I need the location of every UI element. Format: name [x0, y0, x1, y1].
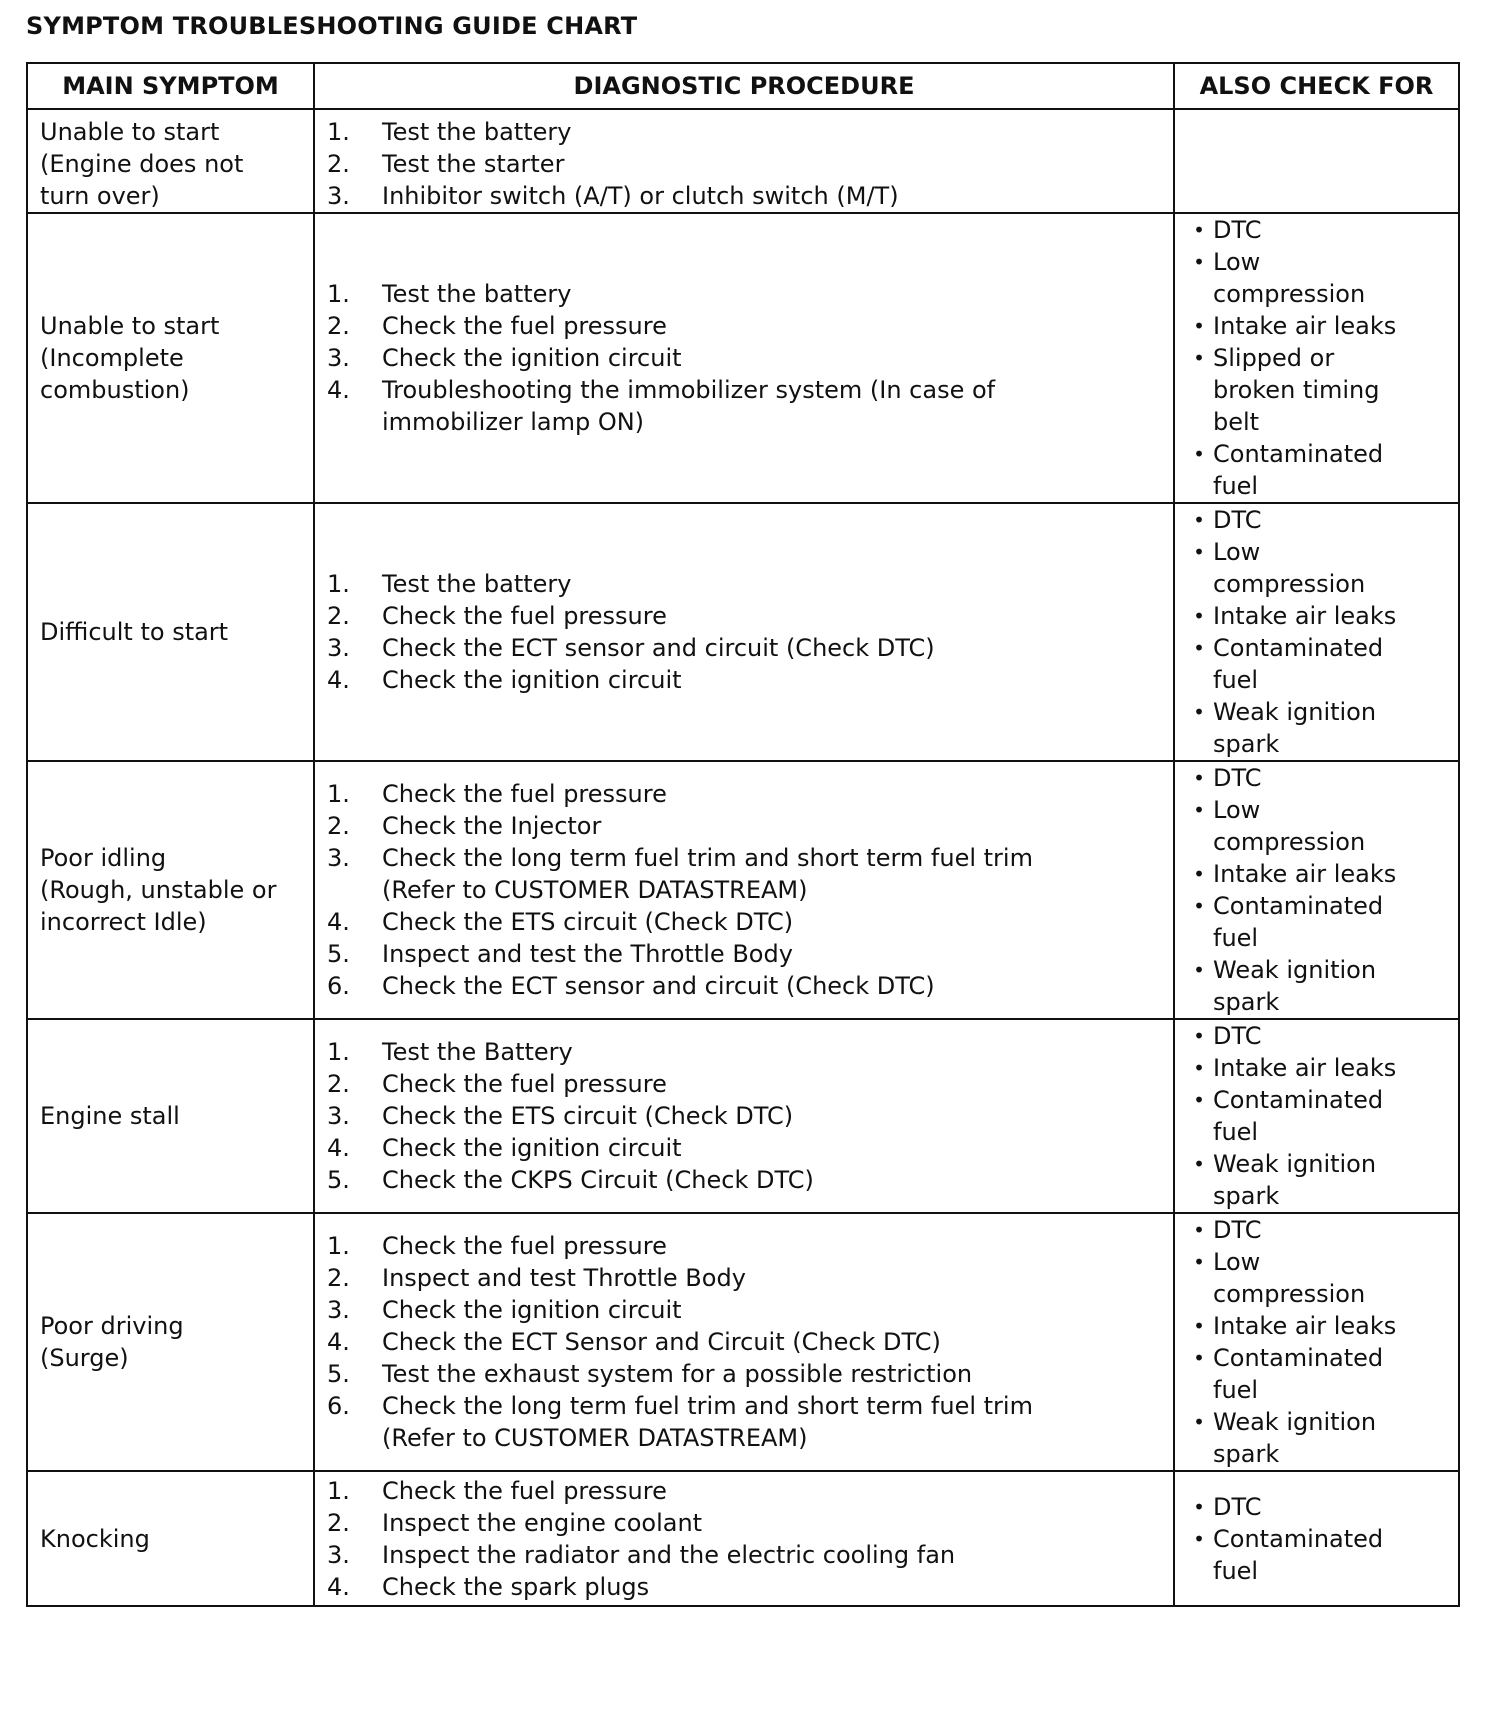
also-check-item — [1185, 438, 1450, 502]
step-text: Test the starter — [382, 150, 565, 178]
also-check-text: Low compression — [1213, 538, 1366, 598]
also-check-list — [1185, 504, 1450, 760]
step-text: Check the long term fuel trim and short term fuel trim (Refer to CUSTOMER DATASTREAM) — [382, 844, 1033, 904]
also-check-cell — [1174, 1213, 1459, 1471]
procedure-step — [327, 938, 1161, 970]
step-number: 4. — [327, 376, 350, 404]
also-check-text: Weak ignition spark — [1213, 698, 1377, 758]
also-check-item — [1185, 1310, 1450, 1342]
bullet-icon: • — [1193, 314, 1205, 338]
step-number: 1. — [327, 1232, 350, 1260]
bullet-icon: • — [1193, 1314, 1205, 1338]
procedure-cell — [314, 1019, 1174, 1213]
procedure-step — [327, 148, 1161, 180]
also-check-item — [1185, 504, 1450, 536]
also-check-item — [1185, 310, 1450, 342]
header-diagnostic-procedure: DIAGNOSTIC PROCEDURE — [314, 63, 1174, 109]
step-number: 1. — [327, 1038, 350, 1066]
also-check-cell — [1174, 503, 1459, 761]
procedure-step — [327, 310, 1161, 342]
step-text: Check the fuel pressure — [382, 1232, 667, 1260]
also-check-text: Low compression — [1213, 1248, 1366, 1308]
also-check-item — [1185, 1214, 1450, 1246]
bullet-icon: • — [1193, 1250, 1205, 1274]
step-number: 1. — [327, 780, 350, 808]
procedure-step — [327, 1390, 1161, 1454]
procedure-cell — [314, 503, 1174, 761]
also-check-list — [1185, 1020, 1450, 1212]
also-check-item — [1185, 632, 1450, 696]
step-number: 2. — [327, 1070, 350, 1098]
also-check-item — [1185, 600, 1450, 632]
step-text: Troubleshooting the immobilizer system (In case of immobilizer lamp ON) — [382, 376, 996, 436]
step-number: 1. — [327, 280, 350, 308]
also-check-item — [1185, 1406, 1450, 1470]
step-number: 6. — [327, 1392, 350, 1420]
step-number: 3. — [327, 344, 350, 372]
symptom-cell — [27, 503, 314, 761]
procedure-step — [327, 842, 1161, 906]
step-number: 4. — [327, 1134, 350, 1162]
step-number: 3. — [327, 1540, 350, 1569]
procedure-step — [327, 600, 1161, 632]
step-number: 6. — [327, 972, 350, 1000]
symptom-text: Poor driving (Surge) — [40, 1312, 184, 1372]
bullet-icon: • — [1193, 508, 1205, 532]
step-number: 2. — [327, 602, 350, 630]
also-check-item — [1185, 858, 1450, 890]
procedure-step — [327, 1539, 1161, 1571]
bullet-icon: • — [1193, 798, 1205, 822]
also-check-text: Intake air leaks — [1213, 1054, 1397, 1082]
also-check-item — [1185, 246, 1450, 310]
also-check-item — [1185, 794, 1450, 858]
also-check-text: Intake air leaks — [1213, 312, 1397, 340]
bullet-icon: • — [1193, 862, 1205, 886]
step-number: 3. — [327, 634, 350, 662]
procedure-step — [327, 664, 1161, 696]
symptom-text: Engine stall — [40, 1102, 180, 1130]
also-check-item — [1185, 1523, 1450, 1587]
bullet-icon: • — [1193, 636, 1205, 660]
step-text: Inspect the radiator and the electric cooling fan — [382, 1540, 956, 1569]
also-check-item — [1185, 696, 1450, 760]
procedure-step — [327, 180, 1161, 212]
bullet-icon: • — [1193, 604, 1205, 628]
procedure-step — [327, 1100, 1161, 1132]
also-check-item — [1185, 1084, 1450, 1148]
also-check-item — [1185, 954, 1450, 1018]
also-check-text: Contaminated fuel — [1213, 1524, 1384, 1585]
symptom-cell — [27, 1019, 314, 1213]
procedure-step — [327, 1068, 1161, 1100]
procedure-step — [327, 1294, 1161, 1326]
step-number: 1. — [327, 1476, 350, 1505]
procedure-list — [327, 1230, 1161, 1454]
procedure-step — [327, 1507, 1161, 1539]
also-check-item — [1185, 890, 1450, 954]
also-check-text: Weak ignition spark — [1213, 1408, 1377, 1468]
table-row — [27, 109, 1459, 213]
also-check-item — [1185, 1491, 1450, 1523]
also-check-text: Contaminated fuel — [1213, 1086, 1384, 1146]
symptom-text: Poor idling (Rough, unstable or incorrect Idle) — [40, 844, 277, 936]
procedure-step — [327, 1571, 1161, 1603]
also-check-text: Contaminated fuel — [1213, 1344, 1384, 1404]
symptom-cell — [27, 213, 314, 503]
bullet-icon: • — [1193, 700, 1205, 724]
also-check-cell — [1174, 1019, 1459, 1213]
also-check-cell — [1174, 109, 1459, 213]
also-check-item — [1185, 1342, 1450, 1406]
step-number: 3. — [327, 1296, 350, 1324]
step-number: 3. — [327, 182, 350, 210]
symptom-text: Unable to start (Incomplete combustion) — [40, 312, 220, 404]
also-check-cell — [1174, 213, 1459, 503]
bullet-icon: • — [1193, 442, 1205, 466]
also-check-text: Contaminated fuel — [1213, 634, 1384, 694]
step-text: Inspect and test Throttle Body — [382, 1264, 746, 1292]
bullet-icon: • — [1193, 1056, 1205, 1080]
procedure-list — [327, 1036, 1161, 1196]
also-check-cell — [1174, 1471, 1459, 1606]
table-header-row — [27, 63, 1459, 109]
bullet-icon: • — [1193, 1494, 1205, 1519]
step-text: Check the ECT sensor and circuit (Check DTC) — [382, 972, 935, 1000]
also-check-item — [1185, 762, 1450, 794]
step-text: Check the ECT Sensor and Circuit (Check DTC) — [382, 1328, 941, 1356]
step-text: Check the fuel pressure — [382, 1476, 667, 1505]
step-number: 3. — [327, 844, 350, 872]
also-check-item — [1185, 1020, 1450, 1052]
step-text: Test the battery — [382, 280, 572, 308]
step-text: Inspect and test the Throttle Body — [382, 940, 793, 968]
step-number: 2. — [327, 150, 350, 178]
also-check-list — [1185, 1214, 1450, 1470]
bullet-icon: • — [1193, 1218, 1205, 1242]
step-text: Test the battery — [382, 118, 572, 146]
bullet-icon: • — [1193, 894, 1205, 918]
step-text: Inhibitor switch (A/T) or clutch switch (M/T) — [382, 182, 899, 210]
bullet-icon: • — [1193, 766, 1205, 790]
bullet-icon: • — [1193, 958, 1205, 982]
step-text: Check the ignition circuit — [382, 1134, 682, 1162]
also-check-item — [1185, 214, 1450, 246]
also-check-text: Intake air leaks — [1213, 602, 1397, 630]
header-also-check-for: ALSO CHECK FOR — [1174, 63, 1459, 109]
procedure-step — [327, 116, 1161, 148]
also-check-text: Intake air leaks — [1213, 860, 1397, 888]
procedure-list — [327, 1475, 1161, 1603]
also-check-text: DTC — [1213, 764, 1262, 792]
also-check-item — [1185, 1052, 1450, 1084]
step-text: Check the fuel pressure — [382, 602, 667, 630]
bullet-icon: • — [1193, 1346, 1205, 1370]
header-main-symptom: MAIN SYMPTOM — [27, 63, 314, 109]
procedure-step — [327, 1036, 1161, 1068]
step-text: Check the CKPS Circuit (Check DTC) — [382, 1166, 814, 1194]
also-check-text: DTC — [1213, 1022, 1262, 1050]
table-row — [27, 1471, 1459, 1606]
step-text: Check the ignition circuit — [382, 1296, 682, 1324]
procedure-list — [327, 116, 1161, 212]
step-text: Check the Injector — [382, 812, 602, 840]
procedure-step — [327, 632, 1161, 664]
procedure-step — [327, 1326, 1161, 1358]
step-number: 5. — [327, 940, 350, 968]
step-text: Check the ignition circuit — [382, 344, 682, 372]
step-text: Check the ETS circuit (Check DTC) — [382, 1102, 794, 1130]
procedure-cell — [314, 213, 1174, 503]
step-number: 2. — [327, 1508, 350, 1537]
procedure-list — [327, 278, 1161, 438]
step-number: 4. — [327, 908, 350, 936]
step-text: Test the exhaust system for a possible restriction — [382, 1360, 973, 1388]
also-check-list — [1185, 1491, 1450, 1587]
also-check-text: Weak ignition spark — [1213, 1150, 1377, 1210]
procedure-step — [327, 1262, 1161, 1294]
symptom-cell — [27, 1213, 314, 1471]
step-number: 2. — [327, 812, 350, 840]
step-number: 4. — [327, 1328, 350, 1356]
procedure-step — [327, 970, 1161, 1002]
table-row — [27, 1019, 1459, 1213]
procedure-step — [327, 906, 1161, 938]
table-row — [27, 1213, 1459, 1471]
procedure-step — [327, 374, 1161, 438]
procedure-step — [327, 810, 1161, 842]
step-text: Inspect the engine coolant — [382, 1508, 703, 1537]
step-text: Check the long term fuel trim and short term fuel trim (Refer to CUSTOMER DATASTREAM) — [382, 1392, 1033, 1452]
step-number: 4. — [327, 1572, 350, 1601]
also-check-text: Slipped or broken timing belt — [1213, 344, 1380, 436]
step-number: 1. — [327, 570, 350, 598]
procedure-list — [327, 568, 1161, 696]
also-check-item — [1185, 1148, 1450, 1212]
page-title: SYMPTOM TROUBLESHOOTING GUIDE CHART — [26, 12, 638, 40]
also-check-text: Intake air leaks — [1213, 1312, 1397, 1340]
bullet-icon: • — [1193, 250, 1205, 274]
step-text: Check the fuel pressure — [382, 1070, 667, 1098]
bullet-icon: • — [1193, 218, 1205, 242]
step-text: Check the ETS circuit (Check DTC) — [382, 908, 794, 936]
also-check-text: Low compression — [1213, 796, 1366, 856]
bullet-icon: • — [1193, 1024, 1205, 1048]
symptom-cell — [27, 1471, 314, 1606]
step-text: Check the ignition circuit — [382, 666, 682, 694]
table-row — [27, 503, 1459, 761]
symptom-text: Knocking — [40, 1524, 150, 1553]
step-number: 4. — [327, 666, 350, 694]
procedure-step — [327, 342, 1161, 374]
also-check-text: Contaminated fuel — [1213, 892, 1384, 952]
procedure-list — [327, 778, 1161, 1002]
procedure-step — [327, 1475, 1161, 1507]
step-number: 1. — [327, 118, 350, 146]
also-check-list — [1185, 762, 1450, 1018]
procedure-step — [327, 1230, 1161, 1262]
also-check-text: Contaminated fuel — [1213, 440, 1384, 500]
step-text: Test the Battery — [382, 1038, 573, 1066]
also-check-cell — [1174, 761, 1459, 1019]
step-text: Check the fuel pressure — [382, 780, 667, 808]
also-check-list — [1185, 214, 1450, 502]
also-check-text: DTC — [1213, 506, 1262, 534]
procedure-step — [327, 568, 1161, 600]
step-number: 3. — [327, 1102, 350, 1130]
step-number: 5. — [327, 1360, 350, 1388]
bullet-icon: • — [1193, 1152, 1205, 1176]
also-check-text: Low compression — [1213, 248, 1366, 308]
symptom-text: Unable to start (Engine does not turn over) — [40, 118, 244, 210]
procedure-step — [327, 1132, 1161, 1164]
procedure-step — [327, 1358, 1161, 1390]
table-row — [27, 213, 1459, 503]
procedure-step — [327, 778, 1161, 810]
bullet-icon: • — [1193, 1526, 1205, 1551]
symptom-text: Difficult to start — [40, 618, 229, 646]
step-text: Check the fuel pressure — [382, 312, 667, 340]
procedure-step — [327, 278, 1161, 310]
step-number: 2. — [327, 1264, 350, 1292]
bullet-icon: • — [1193, 540, 1205, 564]
step-text: Check the ECT sensor and circuit (Check DTC) — [382, 634, 935, 662]
symptom-cell — [27, 109, 314, 213]
step-number: 5. — [327, 1166, 350, 1194]
also-check-text: DTC — [1213, 1492, 1262, 1521]
also-check-text: DTC — [1213, 216, 1262, 244]
step-number: 2. — [327, 312, 350, 340]
bullet-icon: • — [1193, 1410, 1205, 1434]
bullet-icon: • — [1193, 1088, 1205, 1112]
also-check-text: Weak ignition spark — [1213, 956, 1377, 1016]
procedure-step — [327, 1164, 1161, 1196]
procedure-cell — [314, 1471, 1174, 1606]
table-row — [27, 761, 1459, 1019]
bullet-icon: • — [1193, 346, 1205, 370]
step-text: Check the spark plugs — [382, 1572, 650, 1601]
step-text: Test the battery — [382, 570, 572, 598]
also-check-text: DTC — [1213, 1216, 1262, 1244]
troubleshooting-table — [26, 62, 1460, 1607]
symptom-cell — [27, 761, 314, 1019]
also-check-item — [1185, 342, 1450, 438]
also-check-item — [1185, 1246, 1450, 1310]
procedure-cell — [314, 109, 1174, 213]
also-check-item — [1185, 536, 1450, 600]
procedure-cell — [314, 1213, 1174, 1471]
procedure-cell — [314, 761, 1174, 1019]
